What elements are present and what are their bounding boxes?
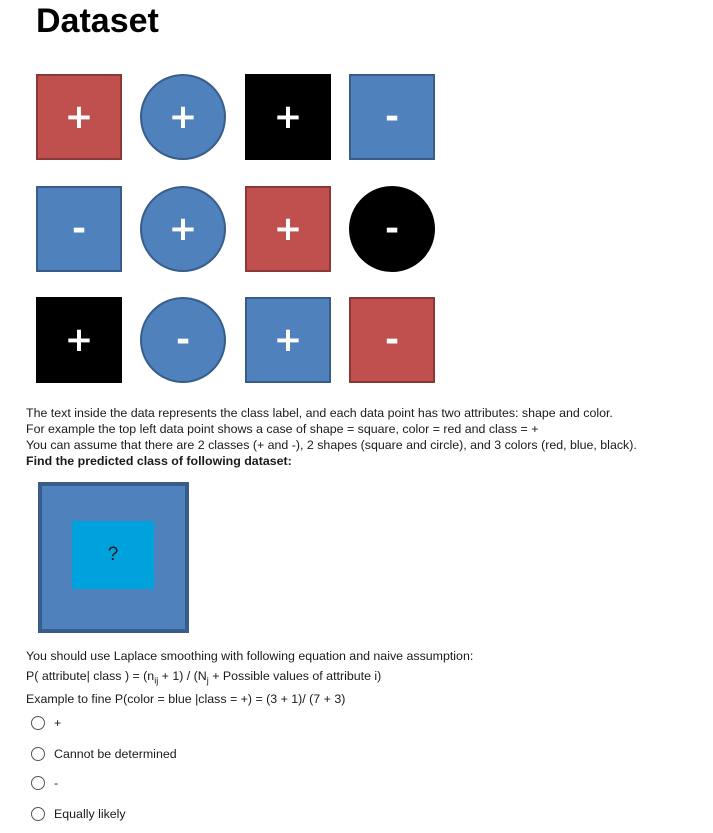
page-title: Dataset [36,2,159,40]
equation-part: + Possible values of attribute i) [208,669,382,683]
laplace-equation [26,669,381,685]
equation-part: + 1) / (N [158,669,207,683]
option-label: - [54,776,59,790]
data-point-red-square [36,74,122,160]
option-label: + [54,716,62,730]
problem-description [26,405,696,469]
equation-part: P( attribute| class ) = (n [26,669,155,683]
class-label: - [175,320,191,360]
data-point-black-square [36,297,122,383]
class-label: + [64,320,94,360]
data-point-red-square [245,186,331,272]
query-inner-square [72,521,154,589]
data-point-red-square [349,297,435,383]
example-equation: Example to fine P(color = blue |class = +) = (3 + 1)/ (7 + 3) [26,692,346,706]
class-label: + [64,97,94,137]
description-line: You can assume that there are 2 classes (+ and -), 2 shapes (square and circle), and 3 colors (red, blue, black). [26,438,637,452]
class-label: + [168,209,198,249]
option-label: Equally likely [54,807,126,821]
unknown-class-label: ? [107,544,119,565]
class-label: + [273,320,303,360]
answer-option-cannot-be-determined[interactable] [31,747,177,761]
data-point-blue-square [349,74,435,160]
radio-button-icon[interactable] [31,776,45,790]
data-point-blue-circle [140,186,226,272]
class-label: - [384,320,400,360]
description-line: The text inside the data represents the class label, and each data point has two attributes: shape and color. [26,406,613,420]
equation-subscript: ij [154,675,159,686]
query-data-point [38,482,189,633]
class-label: - [384,97,400,137]
data-point-blue-square [245,297,331,383]
class-label: + [168,97,198,137]
class-label: - [384,209,400,249]
data-point-black-square [245,74,331,160]
radio-button-icon[interactable] [31,716,45,730]
option-label: Cannot be determined [54,747,177,761]
class-label: - [71,209,87,249]
question-prompt: Find the predicted class of following dataset: [26,454,292,468]
data-point-blue-square [36,186,122,272]
description-line: For example the top left data point shows a case of shape = square, color = red and class = + [26,422,539,436]
answer-option-equally-likely[interactable] [31,807,126,821]
equation-subscript: j [206,675,209,686]
data-point-blue-circle [140,74,226,160]
data-point-blue-circle [140,297,226,383]
instruction-text: You should use Laplace smoothing with following equation and naive assumption: [26,649,474,663]
answer-option-plus[interactable] [31,716,61,730]
class-label: + [273,97,303,137]
class-label: + [273,209,303,249]
radio-button-icon[interactable] [31,747,45,761]
answer-option-minus[interactable] [31,776,58,790]
radio-button-icon[interactable] [31,807,45,821]
data-point-black-circle [349,186,435,272]
